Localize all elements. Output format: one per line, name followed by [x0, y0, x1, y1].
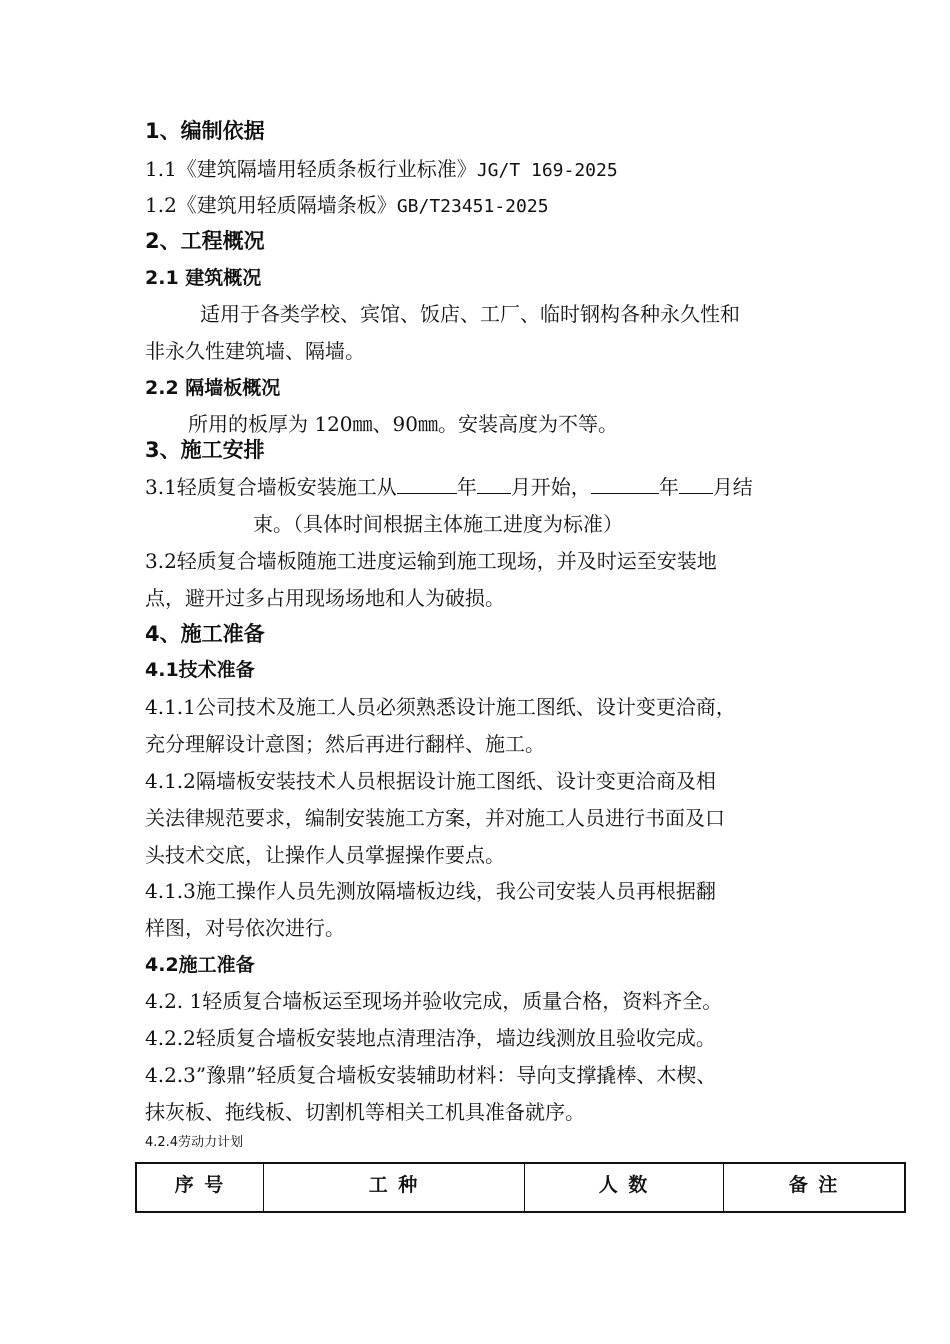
section-4-2-3-line-2: 抹灰板、拖线板、切割机等相关工机具准备就序。: [145, 1100, 585, 1124]
ref-1-1: [145, 155, 618, 185]
start-year-blank: [397, 473, 457, 494]
section-2-2-paragraph: 所用的板厚为 120㎜、90㎜。安装高度为不等。: [188, 412, 618, 436]
section-2-1-paragraph-line-1: 适用于各类学校、宾馆、饭店、工厂、临时钢构各种永久性和: [200, 302, 740, 326]
section-2-1-title: 2.1 建筑概况: [145, 267, 262, 289]
section-4-1-1-line-2: 充分理解设计意图；然后再进行翻样、施工。: [145, 732, 545, 756]
section-4-2-3-line-1: 4.2.3”豫鼎”轻质复合墙板安装辅助材料：导向支撑撬棒、木楔、: [145, 1063, 717, 1087]
header-cell-remarks: 备 注: [724, 1163, 906, 1212]
section-3-1-line-2: 束。（具体时间根据主体施工进度为标准）: [253, 512, 623, 536]
section-4-2-2: 4.2.2轻质复合墙板安装地点清理洁净，墙边线测放且验收完成。: [145, 1026, 716, 1050]
ref-1-2-code: GB/T23451-2025: [396, 196, 549, 217]
section-4-title: 4、施工准备: [145, 622, 265, 646]
ref-1-2-title: 1.2《建筑用轻质隔墙条板》: [145, 193, 397, 217]
section-4-1-2-line-2: 关法律规范要求，编制安装施工方案，并对施工人员进行书面及口: [145, 806, 725, 830]
section-4-2-title: 4.2施工准备: [145, 954, 255, 976]
section-2-2-title: 2.2 隔墙板概况: [145, 377, 281, 399]
section-2-title: 2、工程概况: [145, 229, 265, 253]
section-3-1-text-c: 月开始，: [510, 475, 591, 499]
header-cell-trade: 工 种: [264, 1163, 525, 1212]
header-cell-index: 序 号: [136, 1163, 264, 1212]
start-month-blank: [477, 473, 511, 494]
section-2-1-paragraph-line-2: 非永久性建筑墙、隔墙。: [145, 339, 365, 363]
end-year-blank: [591, 473, 659, 494]
section-3-1-text-e: 月结: [712, 475, 753, 499]
header-cell-headcount: 人 数: [525, 1163, 724, 1212]
table-header-row: [136, 1163, 905, 1212]
ref-1-2: [145, 191, 549, 221]
labor-plan-table: [135, 1162, 906, 1213]
section-3-title: 3、施工安排: [145, 438, 265, 462]
section-3-1-text-a: 3.1轻质复合墙板安装施工从: [145, 475, 397, 499]
section-1-title: 1、编制依据: [145, 119, 265, 143]
section-4-1-2-line-1: 4.1.2隔墙板安装技术人员根据设计施工图纸、设计变更洽商及相: [145, 769, 716, 793]
ref-1-1-title: 1.1《建筑隔墙用轻质条板行业标准》: [145, 157, 477, 181]
end-month-blank: [679, 473, 713, 494]
section-4-1-2-line-3: 头技术交底，让操作人员掌握操作要点。: [145, 843, 505, 867]
ref-1-1-code: JG/T 169-2025: [476, 160, 618, 181]
section-3-2-line-1: 3.2轻质复合墙板随施工进度运输到施工现场，并及时运至安装地: [145, 549, 717, 573]
section-4-1-3-line-1: 4.1.3施工操作人员先测放隔墙板边线，我公司安装人员再根据翻: [145, 879, 716, 903]
section-3-1-line-1: [145, 473, 753, 501]
section-4-2-1: 4.2. 1轻质复合墙板运至现场并验收完成，质量合格，资料齐全。: [145, 989, 723, 1013]
section-4-1-3-line-2: 样图，对号依次进行。: [145, 916, 345, 940]
section-4-1-1-line-1: 4.1.1公司技术及施工人员必须熟悉设计施工图纸、设计变更洽商，: [145, 695, 736, 719]
section-4-1-title: 4.1技术准备: [145, 659, 255, 681]
section-4-2-4-title: 4.2.4劳动力计划: [145, 1135, 244, 1150]
section-3-2-line-2: 点，避开过多占用现场场地和人为破损。: [145, 586, 505, 610]
section-3-1-text-d: 年: [658, 475, 679, 499]
section-3-1-text-b: 年: [456, 475, 477, 499]
